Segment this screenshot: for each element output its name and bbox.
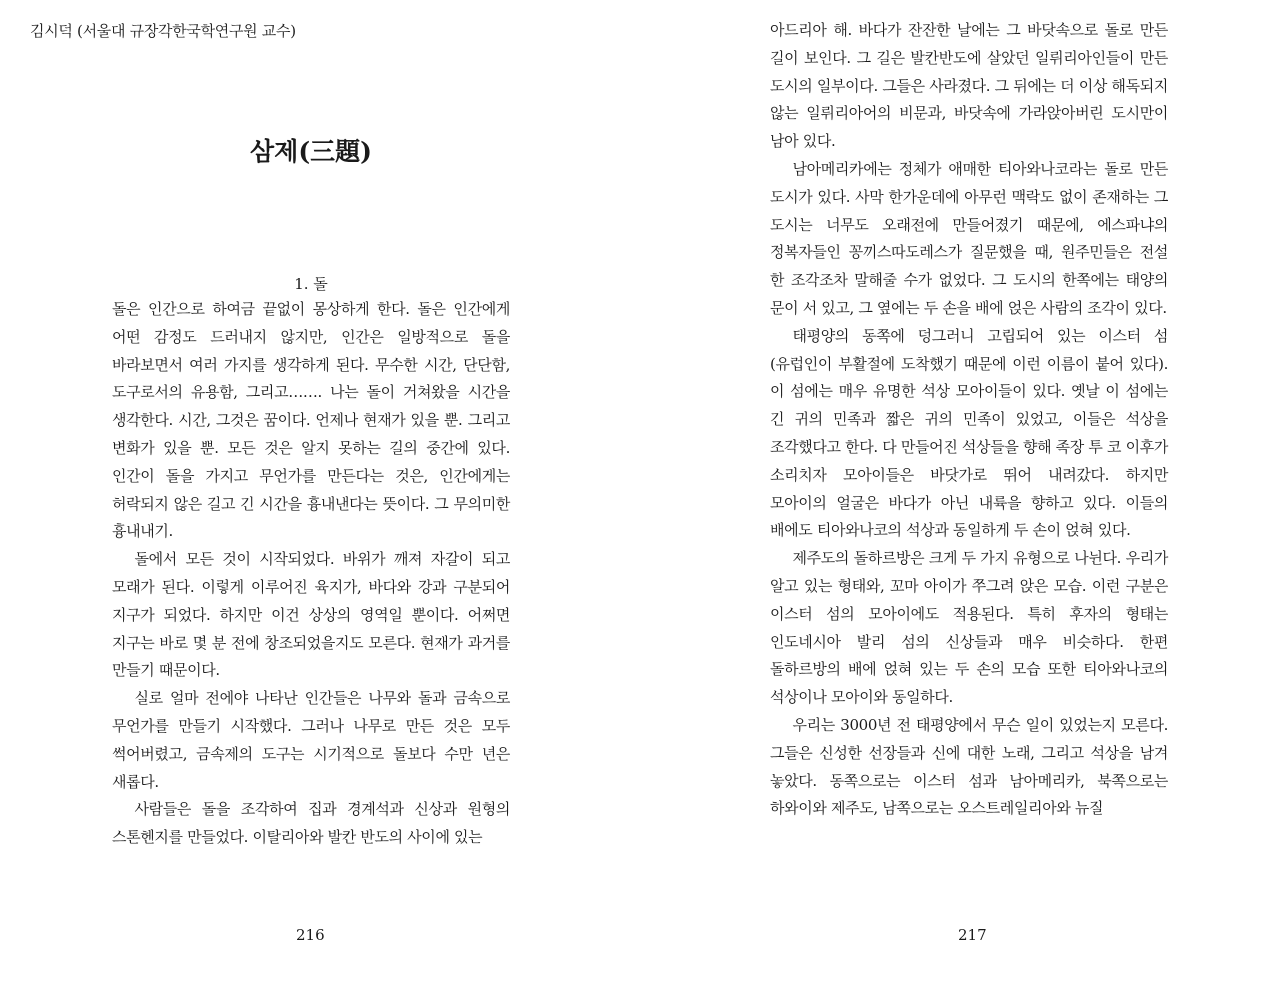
paragraph: 태평양의 동쪽에 덩그러니 고립되어 있는 이스터 섬(유럽인이 부활절에 도착했기 때문에 이런 이름이 붙어 있다). 이 섬에는 매우 유명한 석상 모아이들이 있다. 옛날 이 섬에는 긴 귀의 민족과 짧은 귀의 민족이 있었고, 이들은 석상을 조각했다고 한다. 다 만들어진 석상들을 향해 족장 투 코 이후가 소리치자 모아이들은 바닷가로 뛰어 내려갔다. 하지만 모아이의 얼굴은 바다가 아닌 내륙을 향하고 있다. 이들의 배에도 티아와나코의 석상과 동일하게 두 손이 얹혀 있다. (770, 326, 1168, 540)
essay-title: 삼제(三題) (250, 137, 372, 166)
author-line: 김시덕 (서울대 규장각한국학연구원 교수) (30, 22, 296, 40)
page-number: 217 (958, 926, 987, 944)
right-body-text (770, 17, 1168, 823)
paragraph: 돌에서 모든 것이 시작되었다. 바위가 깨져 자갈이 되고 모래가 된다. 이렇게 이루어진 육지가, 바다와 강과 구분되어 지구가 되었다. 하지만 이건 상상의 영역일 뿐이다. 어쩌면 지구는 바로 몇 분 전에 창조되었을지도 모른다. 현재가 과거를 만들기 때문이다. (112, 550, 510, 680)
paragraph: 사람들은 돌을 조각하여 집과 경계석과 신상과 원형의 스톤헨지를 만들었다. 이탈리아와 발칸 반도의 사이에 있는 (112, 800, 510, 847)
paragraph: 제주도의 돌하르방은 크게 두 가지 유형으로 나뉜다. 우리가 알고 있는 형태와, 꼬마 아이가 쭈그려 앉은 모습. 이런 구분은 이스터 섬의 모아이에도 적용된다. 특히 후자의 형태는 인도네시아 발리 섬의 신상들과 매우 비슷하다. 한편 돌하르방의 배에 얹혀 있는 두 손의 모습 또한 티아와나코의 석상이나 모아이와 동일하다. (770, 549, 1168, 707)
paragraph: 우리는 3000년 전 태평양에서 무슨 일이 있었는지 모른다. 그들은 신성한 선장들과 신에 대한 노래, 그리고 석상을 남겨 놓았다. 동쪽으로는 이스터 섬과 남아메리카, 북쪽으로는 하와이와 제주도, 남쪽으로는 오스트레일리아와 뉴질 (770, 715, 1168, 818)
paragraph: 실로 얼마 전에야 나타난 인간들은 나무와 돌과 금속으로 무언가를 만들기 시작했다. 그러나 나무로 만든 것은 모두 썩어버렸고, 금속제의 도구는 시기적으로 돌보다 수만 년은 새롭다. (112, 689, 510, 791)
section-heading: 1. 돌 (294, 275, 328, 293)
page-number: 216 (296, 926, 325, 944)
paragraph: 돌은 인간으로 하여금 끝없이 몽상하게 한다. 돌은 인간에게 어떤 감정도 드러내지 않지만, 인간은 일방적으로 돌을 바라보면서 여러 가지를 생각하게 된다. 무수한 시간, 단단함, 도구로서의 유용함, 그리고……. 나는 돌이 거쳐왔을 시간을 생각한다. 시간, 그것은 꿈이다. 언제나 현재가 있을 뿐. 그리고 변화가 있을 뿐. 모든 것은 알지 못하는 길의 중간에 있다. 인간이 돌을 가지고 무언가를 만든다는 것은, 인간에게는 허락되지 않은 길고 긴 시간을 흉내낸다는 뜻이다. 그 무의미한 흉내내기. (112, 300, 510, 541)
left-body-text (112, 296, 510, 852)
right-page (640, 0, 1280, 984)
paragraph: 남아메리카에는 정체가 애매한 티아와나코라는 돌로 만든 도시가 있다. 사막 한가운데에 아무런 맥락도 없이 존재하는 그 도시는 너무도 오래전에 만들어졌기 때문에, 에스파냐의 정복자들인 꽁끼스따도레스가 질문했을 때, 원주민들은 전설 한 조각조차 말해줄 수가 없었다. 그 도시의 한쪽에는 태양의 문이 서 있고, 그 옆에는 두 손을 배에 얹은 사람의 조각이 있다. (770, 159, 1168, 317)
paragraph: 아드리아 해. 바다가 잔잔한 날에는 그 바닷속으로 돌로 만든 길이 보인다. 그 길은 발칸반도에 살았던 일뤼리아인들이 만든 도시의 일부이다. 그들은 사라졌다. 그 뒤에는 더 이상 해독되지 않는 일뤼리아어의 비문과, 바닷속에 가라앉아버린 도시만이 남아 있다. (770, 21, 1168, 151)
